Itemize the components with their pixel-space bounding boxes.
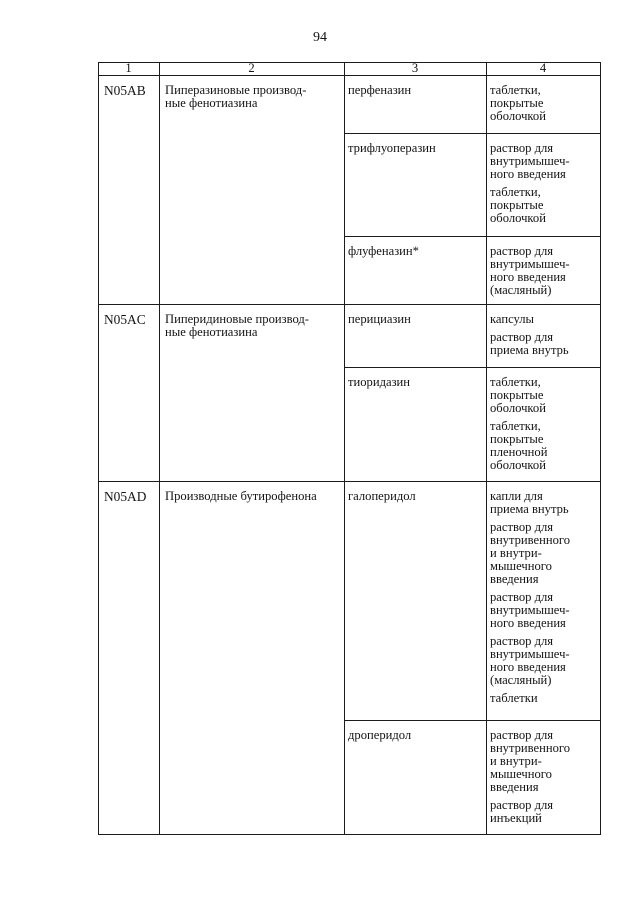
column-border-0: [98, 62, 99, 835]
dosage-form: внутривенного: [490, 533, 571, 547]
dosage-form: таблетки,: [490, 375, 541, 389]
dosage-form: покрытые: [490, 388, 544, 402]
dosage-form: ного введения: [490, 616, 566, 630]
dosage-form: инъекций: [490, 811, 542, 825]
column-number: 3: [411, 61, 419, 75]
column-number: 1: [125, 61, 132, 75]
group-name: Пиперазиновые производ-: [165, 83, 307, 97]
dosage-form: раствор для: [490, 141, 554, 155]
dosage-form: внутримышеч-: [490, 154, 570, 168]
group-name: Производные бутирофенона: [165, 489, 317, 503]
column-number: 4: [539, 61, 547, 75]
drug-border: [344, 236, 601, 237]
dosage-form: раствор для: [490, 728, 554, 742]
atc-code: N05AC: [104, 312, 146, 327]
dosage-form: раствор для: [490, 520, 554, 534]
dosage-form: раствор для: [490, 634, 554, 648]
dosage-form: приема внутрь: [490, 502, 569, 516]
dosage-form: внутримышеч-: [490, 647, 570, 661]
group-name: ные фенотиазина: [165, 325, 258, 339]
drug-name: тиоридазин: [348, 375, 411, 389]
drug-border: [344, 720, 601, 721]
dosage-form: раствор для: [490, 244, 554, 258]
dosage-form: таблетки,: [490, 83, 541, 97]
dosage-form: покрытые: [490, 432, 544, 446]
dosage-form: ного введения: [490, 660, 566, 674]
dosage-form: ного введения: [490, 270, 566, 284]
dosage-form: раствор для: [490, 590, 554, 604]
dosage-form: таблетки,: [490, 419, 541, 433]
dosage-form: покрытые: [490, 198, 544, 212]
row-border: [98, 481, 601, 482]
dosage-form: пленочной: [490, 445, 548, 459]
atc-code: N05AD: [104, 489, 147, 504]
drug-name: перфеназин: [348, 83, 412, 97]
dosage-form: ного введения: [490, 167, 566, 181]
dosage-form: внутримышеч-: [490, 603, 570, 617]
dosage-form: капли для: [490, 489, 543, 503]
drug-name: флуфеназин*: [348, 244, 419, 258]
row-border: [98, 304, 601, 305]
dosage-form: введения: [490, 572, 539, 586]
header-bottom-border: [98, 75, 601, 76]
drug-border: [344, 133, 601, 134]
dosage-form: таблетки: [490, 691, 538, 705]
dosage-form: и внутри-: [490, 546, 542, 560]
row-border: [98, 834, 601, 835]
drug-name: трифлуоперазин: [348, 141, 436, 155]
drug-name: галоперидол: [348, 489, 416, 503]
dosage-form: внутривенного: [490, 741, 571, 755]
dosage-form: мышечного: [490, 767, 552, 781]
dosage-form: покрытые: [490, 96, 544, 110]
dosage-form: таблетки,: [490, 185, 541, 199]
dosage-form: оболочкой: [490, 109, 546, 123]
dosage-form: внутримышеч-: [490, 257, 570, 271]
group-name: ные фенотиазина: [165, 96, 258, 110]
dosage-form: раствор для: [490, 330, 554, 344]
column-border-1: [159, 62, 160, 835]
dosage-form: и внутри-: [490, 754, 542, 768]
group-name: Пиперидиновые производ-: [165, 312, 309, 326]
dosage-form: (масляный): [490, 673, 552, 687]
atc-code: N05AB: [104, 83, 146, 98]
dosage-form: мышечного: [490, 559, 552, 573]
dosage-form: раствор для: [490, 798, 554, 812]
dosage-form: оболочкой: [490, 211, 546, 225]
drug-name: дроперидол: [348, 728, 412, 742]
drug-name: перициазин: [348, 312, 411, 326]
dosage-form: приема внутрь: [490, 343, 569, 357]
page-number: 94: [313, 30, 327, 45]
dosage-form: введения: [490, 780, 539, 794]
dosage-form: оболочкой: [490, 458, 546, 472]
drug-border: [344, 367, 601, 368]
column-number: 2: [248, 61, 255, 75]
dosage-form: (масляный): [490, 283, 552, 297]
dosage-form: капсулы: [490, 312, 535, 326]
dosage-form: оболочкой: [490, 401, 546, 415]
